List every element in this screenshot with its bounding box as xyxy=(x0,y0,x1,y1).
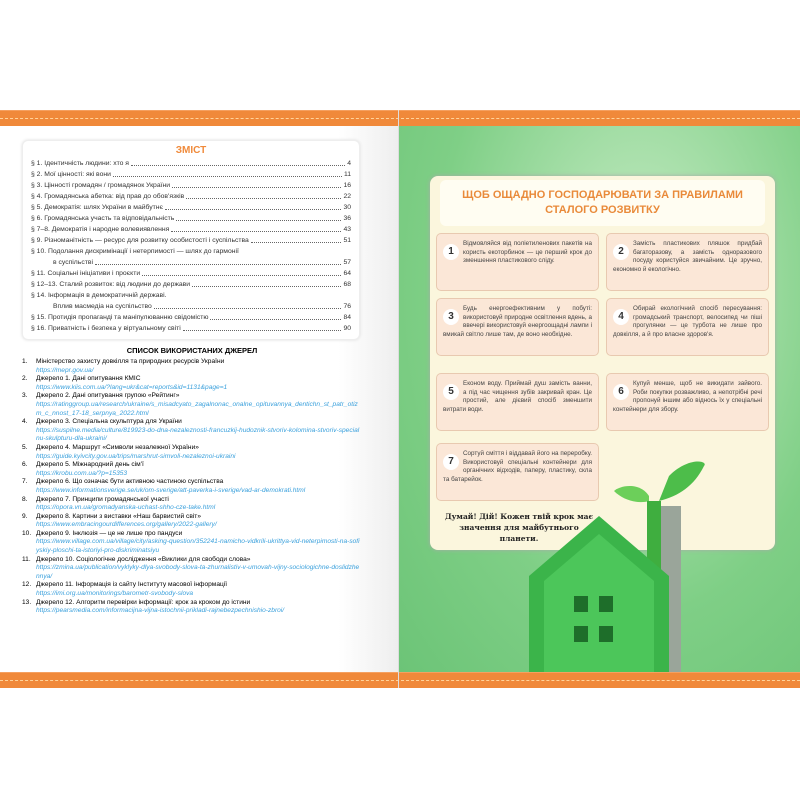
eco-tip xyxy=(436,373,599,431)
table-of-contents xyxy=(22,140,360,340)
toc-item xyxy=(31,323,351,334)
tip-text: Відмовляйся від поліетиленових пакетів на користь екоторбинок — це перший крок до зменшення пластикового сліду. xyxy=(463,240,592,264)
tip-number: 3 xyxy=(443,309,459,325)
source-title: Джерело 4. Маршрут «Символи незалежної України» xyxy=(36,443,199,451)
toc-item-title: § 9. Різноманітність — ресурс для розвитку особистості і суспільства xyxy=(31,237,249,244)
leader-dots xyxy=(154,301,342,309)
source-number: 3. xyxy=(22,392,28,400)
eco-tip xyxy=(436,298,599,356)
toc-item xyxy=(31,191,351,202)
source-title: Джерело 6. Що означає бути активною частиною суспільства xyxy=(36,478,224,486)
source-title: Джерело 5. Міжнародний день сім'ї xyxy=(36,461,144,469)
tip-text: Економ воду. Приймай душ замість ванни, а під час чищення зубів закривай кран. Це простий, але дієвий спосіб зменшити витрати води. xyxy=(443,380,592,413)
source-title: Джерело 2. Дані опитування групою «Рейтинг» xyxy=(36,392,180,400)
toc-item-title: в суспільстві xyxy=(53,259,93,266)
toc-item xyxy=(31,169,351,180)
sources-title: СПИСОК ВИКОРИСТАНИХ ДЖЕРЕЛ xyxy=(126,346,258,355)
leader-dots xyxy=(95,257,341,265)
toc-page-number: 76 xyxy=(343,303,351,310)
eco-tip xyxy=(606,233,769,291)
toc-item-title: § 6. Громадянська участь та відповідальність xyxy=(31,215,175,222)
source-title: Джерело 1. Дані опитування КМІС xyxy=(36,375,141,383)
tip-text: Замість пластикових пляшок придбай багаторазову, а замість одноразового посуду користуйся звичайним. Це зручно, економно й екологічно. xyxy=(613,240,762,273)
toc-item xyxy=(31,290,351,301)
source-link[interactable]: https://opora.vn.ua/gromadyanska-uchast-shho-cze-take.html xyxy=(36,504,216,512)
tip-text: Обирай екологічний спосіб пересування: громадський транспорт, велосипед чи піші прогулянки — це турбота не лише про довкілля, а й про власне здоров'я. xyxy=(613,305,762,338)
source-link[interactable]: https://mepr.gov.ua/ xyxy=(36,366,94,374)
top-border xyxy=(0,110,800,126)
toc-item-title: § 12–13. Сталий розвиток: від людини до держави xyxy=(31,281,191,288)
source-title: Джерело 8. Картини з виставки «Наш барвистий світ» xyxy=(36,512,201,520)
leader-dots xyxy=(186,191,341,199)
source-link[interactable]: https://www.kiis.com.ua/?lang=ukr&cat=reports&id=1131&page=1 xyxy=(36,383,228,391)
toc-item-title: § 10. Подолання дискримінації і нетерпимості — шлях до гармонії xyxy=(31,248,239,255)
source-item xyxy=(22,581,362,598)
toc-page-number: 57 xyxy=(343,259,351,266)
source-number: 6. xyxy=(22,461,28,469)
source-item xyxy=(22,513,362,530)
toc-item-title: § 14. Інформація в демократичній державі. xyxy=(31,292,167,299)
tip-number: 7 xyxy=(443,454,459,470)
tip-number: 1 xyxy=(443,244,459,260)
source-number: 7. xyxy=(22,478,28,486)
source-link[interactable]: https://pearsmedia.com/informacijna-vijna-istochnii-prikladi-rajnebezpechnishio-zbroi/ xyxy=(36,607,285,615)
toc-page-number: 36 xyxy=(343,215,351,222)
leader-dots xyxy=(183,323,342,331)
toc-page-number: 22 xyxy=(343,193,351,200)
source-item xyxy=(22,496,362,513)
toc-item xyxy=(31,158,351,169)
toc-item-title: § 11. Соціальні ініціативи і проєкти xyxy=(31,270,141,277)
leader-dots xyxy=(131,158,345,166)
toc-page-number: 4 xyxy=(347,160,351,167)
toc-page-number: 90 xyxy=(343,325,351,332)
toc-title: ЗМІСТ xyxy=(175,145,207,156)
left-page xyxy=(0,126,398,672)
toc-page-number: 68 xyxy=(343,281,351,288)
leader-dots xyxy=(171,224,341,232)
source-link[interactable]: https://krobu.com.ua/?p=15353 xyxy=(36,469,128,477)
tip-text: Будь енергоефективним у побуті: використовуй природне освітлення вдень, а ввечері використовуй енергоощадні лампи і вмикай світло лише там, де воно необхідне. xyxy=(443,305,592,338)
source-number: 11. xyxy=(22,555,31,563)
toc-item xyxy=(31,224,351,235)
toc-page-number: 64 xyxy=(343,270,351,277)
source-title: Джерело 10. Соціологічне дослідження «Виклики для свободи слова» xyxy=(36,555,251,563)
toc-item xyxy=(31,301,351,312)
source-title: Міністерство захисту довкілля та природних ресурсів України xyxy=(36,358,225,365)
leader-dots xyxy=(142,268,341,276)
source-item xyxy=(22,556,362,582)
toc-page-number: 30 xyxy=(343,204,351,211)
toc-item xyxy=(31,180,351,191)
source-number: 1. xyxy=(22,358,28,365)
toc-item-title: § 16. Приватність і безпека у віртуальному світі xyxy=(31,325,181,332)
eco-tip xyxy=(606,298,769,356)
green-house-icon xyxy=(519,456,709,672)
source-link[interactable]: https://ratinggroup.ua/research/ukraine/s_misadcyato_zagalnonac_onalne_opituvannya_dentichn_st_patr_otizm_c_nnost_17-18_serpnya_2022.html xyxy=(36,400,358,417)
source-title: Джерело 7. Принципи громадянської участі xyxy=(36,495,169,503)
eco-tip xyxy=(436,233,599,291)
source-title: Джерело 3. Спеціальна скульптура для України xyxy=(36,418,182,426)
toc-item-title: § 1. Ідентичність людини: хто я xyxy=(31,160,129,167)
source-item xyxy=(22,392,362,418)
leader-dots xyxy=(210,312,341,320)
toc-page-number: 16 xyxy=(343,182,351,189)
toc-page-number: 51 xyxy=(343,237,351,244)
source-item xyxy=(22,478,362,495)
toc-item xyxy=(31,213,351,224)
leader-dots xyxy=(113,169,342,177)
sources-list xyxy=(22,346,362,616)
toc-item-title: § 3. Цінності громадян / громадянок України xyxy=(31,182,171,189)
right-page xyxy=(399,126,800,672)
toc-item xyxy=(31,268,351,279)
toc-item-title: § 2. Мої цінності: які вони xyxy=(31,171,111,178)
toc-item-title: § 7–8. Демократія і народне волевиявлення xyxy=(31,226,170,233)
source-item xyxy=(22,358,362,375)
source-link[interactable]: https://www.informationsverige.se/uk/om-sverige/att-paverka-i-sverige/vad-ar-demokrati.html xyxy=(36,486,306,494)
source-number: 2. xyxy=(22,375,28,383)
source-link[interactable]: https://www.embracingourdifferences.org/gallery/2022-gallery/ xyxy=(36,521,217,529)
toc-item-title: Вплив масмедіа на суспільство xyxy=(53,303,152,310)
toc-item-title: § 15. Протидія пропаганді та маніпулюванню свідомістю xyxy=(31,314,209,321)
source-link[interactable]: https://www.village.com.ua/village/city/asking-question/352241-namicho-vidkrili-ukrittya-vid-neterpimosti-na-sofiyskiy-ploschi-ta-istoriyi-pro-diskriminatsiyu xyxy=(36,538,360,555)
toc-item-title: § 4. Громадянська абетка: від прав до обов'язків xyxy=(31,193,185,200)
source-item xyxy=(22,461,362,478)
toc-item xyxy=(31,312,351,323)
toc-item-title: § 5. Демократія: шлях України в майбутнє xyxy=(31,204,164,211)
source-number: 12. xyxy=(22,581,32,589)
toc-item xyxy=(31,235,351,246)
source-item xyxy=(22,530,362,556)
source-number: 4. xyxy=(22,418,28,426)
tip-number: 2 xyxy=(613,244,629,260)
source-item xyxy=(22,375,362,392)
leader-dots xyxy=(251,235,342,243)
source-link[interactable]: https://zmina.ua/publication/vyklyky-dlya-svobody-slova-ta-zhurnalistiv-v-umovah-vijny-sociologichne-doslidzhennya/ xyxy=(36,564,360,580)
eco-tip xyxy=(606,373,769,431)
source-number: 5. xyxy=(22,443,28,451)
eco-title: ЩОБ ОЩАДНО ГОСПОДАРЮВАТИ ЗА ПРАВИЛАМИ СТАЛОГО РОЗВИТКУ xyxy=(440,180,765,226)
toc-page-number: 11 xyxy=(343,171,351,178)
source-number: 8. xyxy=(22,495,28,503)
leader-dots xyxy=(192,279,341,287)
tip-number: 4 xyxy=(613,309,629,325)
leader-dots xyxy=(172,180,341,188)
source-number: 10. xyxy=(22,529,32,537)
leader-dots xyxy=(165,202,341,210)
source-title: Джерело 12. Алгоритм перевірки інформації: крок за кроком до істини xyxy=(36,598,251,606)
tip-text: Сортуй сміття і віддавай його на переробку. Використовуй спеціальні контейнери для органічних відходів, паперу, пластику, скла та батарейок. xyxy=(443,450,592,483)
slogan: Думай! Дій! Кожен твій крок має значення для майбутнього планети. xyxy=(444,512,594,543)
source-link[interactable]: https://imi.org.ua/monitorings/barometr-svobody-slova xyxy=(36,590,194,598)
toc-item xyxy=(31,246,351,257)
tip-text: Купуй менше, щоб не викидати зайвого. Роби покупки розважливо, а непотрібні речі пропонуй іншим або віднось їх у спеціальні контейнери для збору. xyxy=(613,380,762,413)
source-item xyxy=(22,599,362,616)
source-item xyxy=(22,418,362,444)
source-title: Джерело 9. Інклюзія — це не лише про пандуси xyxy=(36,529,183,537)
tip-number: 5 xyxy=(443,384,459,400)
bottom-border xyxy=(0,672,800,688)
source-link[interactable]: https://suspilne.media/culture/819923-do-dna-nezaleznosti-francuzkij-hudoznik-stvoriv-kolomina-stvoriv-specialnu-skulpturu-dla-ukraini/ xyxy=(36,426,360,443)
source-item xyxy=(22,444,362,461)
toc-item xyxy=(31,257,351,268)
source-link[interactable]: https://guide.kyivcity.gov.ua/trips/marshrut-simvoli-nezaleznoi-ukraini xyxy=(36,452,236,460)
toc-page-number: 84 xyxy=(343,314,351,321)
source-title: Джерело 11. Інформація із сайту Інституту масової інформації xyxy=(36,581,228,589)
source-number: 13. xyxy=(22,598,32,606)
tip-number: 6 xyxy=(613,384,629,400)
toc-page-number: 43 xyxy=(343,226,351,233)
source-number: 9. xyxy=(22,512,28,520)
leader-dots xyxy=(176,213,341,221)
toc-item xyxy=(31,279,351,290)
toc-item xyxy=(31,202,351,213)
